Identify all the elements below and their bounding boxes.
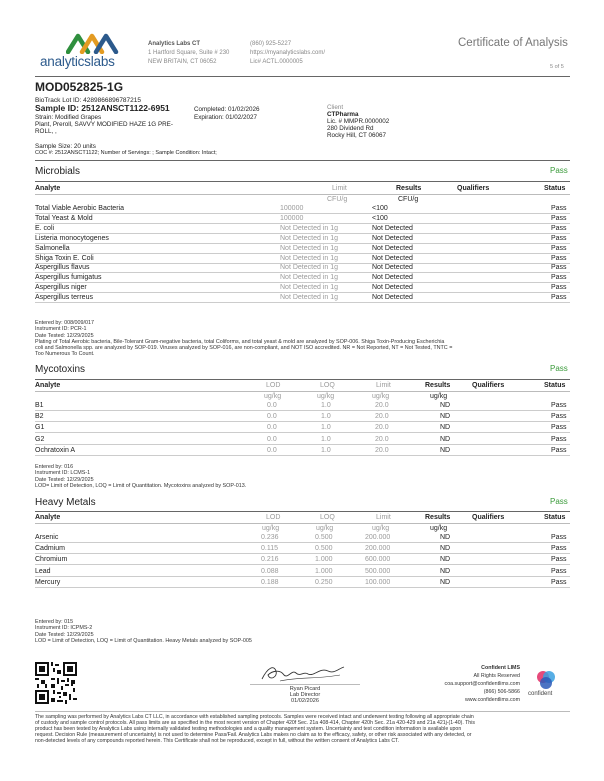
mycotoxins-header-analyte: Analyte [35,382,61,389]
metals-result-cell: ND [440,556,451,564]
expiration-date: Expiration: 01/02/2027 [194,114,258,121]
microbials-analyte-cell: E. coli [35,224,55,232]
qr-code[interactable] [35,662,77,704]
metals-status-cell: Pass [551,578,567,586]
mycotoxins-row [35,401,570,411]
microbials-analyte-cell: Aspergillus fumigatus [35,274,102,282]
metals-notes [35,619,575,644]
logo-mountain-icon [66,32,122,54]
microbials-entered-by: Entered by: 008/009/017 [35,320,95,326]
mycotoxins-header-underline [35,391,570,392]
microbials-status: Pass [550,166,568,175]
microbials-header-limit: Limit [332,185,347,192]
metals-entered-by: Entered by: 015 [35,619,74,625]
sample-name: MOD052825-1G [35,80,124,94]
mycotoxins-status-cell: Pass [551,413,567,421]
metals-header-status: Status [544,514,566,521]
mycotoxins-status-cell: Pass [551,435,567,443]
completed-date: Completed: 01/02/2026 [194,106,260,113]
metals-title: Heavy Metals [35,497,96,508]
mycotoxins-method: LOD= Limit of Detection, LOQ = Limit of Quantitation. Mycotoxins analyzed by SOP-013. [35,482,247,489]
mycotoxins-result-cell: ND [440,435,451,443]
microbials-row [35,263,570,273]
metals-analyte-cell: Arsenic [35,534,59,541]
microbials-analyte-cell: Aspergillus niger [35,284,87,292]
microbials-result-cell: Not Detected [372,224,413,232]
metals-limit-cell: 100.000 [365,578,391,586]
product-line-2: ROLL, , [35,128,57,135]
metals-lod-cell: 0.088 [261,567,279,575]
metals-analyte-cell: Lead [35,567,51,575]
mycotoxins-limit-cell: 20.0 [375,446,389,454]
signer-name: Ryan Picard [289,686,321,692]
sample-id: Sample ID: 2512ANSCT1122-6951 [35,103,170,113]
microbials-analyte-cell: Aspergillus terreus [35,294,93,302]
disclaimer [35,714,575,744]
microbials-unit-results: CFU/g [398,196,419,203]
microbials-row [35,244,570,254]
metals-unit-lod: ug/kg [262,525,280,532]
metals-status-cell: Pass [551,534,567,541]
microbials-status-cell: Pass [551,264,567,272]
microbials-analyte-cell: Total Yeast & Mold [35,214,93,222]
microbials-limit-cell: Not Detected in 1g [280,234,338,242]
confident-logo [528,670,564,700]
microbials-analyte-cell: Aspergillus flavus [35,264,90,272]
microbials-limit-cell: Not Detected in 1g [280,264,338,272]
mycotoxins-result-cell: ND [440,424,451,432]
microbials-status-cell: Pass [551,234,567,242]
metals-result-cell: ND [440,567,451,575]
mycotoxins-status-cell: Pass [551,424,567,432]
sample-divider [35,160,570,161]
mycotoxins-result-cell: ND [440,446,451,454]
mycotoxins-unit-lod: ug/kg [264,393,282,400]
metals-loq-cell: 0.250 [315,578,333,586]
mycotoxins-loq-cell: 1.0 [321,413,331,421]
metals-row [35,567,570,577]
microbials-result-cell: <100 [372,205,388,212]
microbials-method-line-3: Too Numerous To Count. [35,351,95,358]
metals-lod-cell: 0.188 [261,578,279,586]
microbials-analyte-cell: Total Viable Aerobic Bacteria [35,205,124,212]
mycotoxins-header-rule [35,379,570,380]
disclaimer-line-4: request. Decision Rule (measurement of uncertainty) is not used to determine Pass/Fail. Analytics Labs makes no claim as to the efficacy, safety, or other risk associated with any detected, or [35,732,472,738]
metals-header-rule [35,511,570,512]
microbials-result-cell: Not Detected [372,234,413,242]
coc-info: COC #: 2512ANSCT1122; Number of Servings: ; Sample Condition: Intact; [35,150,217,156]
microbials-status-cell: Pass [551,214,567,222]
metals-row [35,544,570,554]
metals-unit-limit: ug/kg [372,525,390,532]
microbials-status-cell: Pass [551,244,567,252]
microbials-result-cell: Not Detected [372,244,413,252]
client-block [327,104,389,139]
mycotoxins-row [35,423,570,433]
microbials-instrument: Instrument ID: PCR-1 [35,326,87,333]
disclaimer-line-2: of custody and sample control protocols. All pass limits are as specified in the most recent version of Chapter 420f Sec. 21a 408-414, Chapter 420h Sec. 21a 420-429 and 21a 421j-(1-40). This [35,720,475,726]
metals-status-cell: Pass [551,567,567,575]
microbials-method-line-1: Plating of Total Aerobic bacteria, Bile-Tolerant Gram-negative bacteria, total Coliforms, and total yeast & mold are analyzed by SOP-006. Shiga Toxin-Producing Escherichia [35,338,445,345]
metals-result-cell: ND [440,534,451,541]
microbials-row [35,283,570,293]
microbials-status-cell: Pass [551,274,567,282]
microbials-limit-cell: Not Detected in 1g [280,244,338,252]
header-divider [35,76,570,77]
microbials-status-cell: Pass [551,294,567,302]
microbials-result-cell: Not Detected [372,294,413,302]
signature-line [250,684,360,685]
microbials-title: Microbials [35,166,81,177]
confident-website[interactable]: www.confidentlims.com [464,697,520,703]
metals-instrument: Instrument ID: ICPMS-2 [35,625,93,632]
mycotoxins-status-cell: Pass [551,402,567,409]
signer-title: Lab Director [289,692,321,698]
metals-result-cell: ND [440,578,451,586]
microbials-header-analyte: Analyte [35,185,61,192]
mycotoxins-limit-cell: 20.0 [375,402,389,409]
client-label: Client [327,104,344,111]
lab-license: Lic# ACTL.0000005 [250,59,303,65]
confident-info [432,664,520,704]
mycotoxins-header-status: Status [544,382,566,389]
mycotoxins-lod-cell: 0.0 [267,402,277,409]
metals-analyte-cell: Mercury [35,578,61,586]
mycotoxins-unit-limit: ug/kg [372,393,390,400]
confident-logo-text: confident [528,691,553,697]
signature-image [258,661,348,685]
microbials-analyte-cell: Shiga Toxin E. Coli [35,254,94,262]
mycotoxins-limit-cell: 20.0 [375,424,389,432]
microbials-method-line-2: coli and Salmonella spp. are analyzed by SOP-019. Viruses analyzed by SOP-016, are non-compliant, and NOT ISO accredited. NR = Not Reported, NT = Not Tested, TNTC = [35,345,453,352]
metals-header-results: Results [425,514,451,521]
lab-contact [250,40,325,67]
mycotoxins-header-loq: LOQ [320,382,335,389]
confident-logo-icon [536,670,556,690]
microbials-analyte-cell: Salmonella [35,244,70,252]
metals-limit-cell: 200.000 [365,534,391,541]
microbials-header-underline [35,194,570,195]
metals-header-qualifiers: Qualifiers [472,514,505,521]
mycotoxins-unit-results: ug/kg [430,393,448,400]
client-address-2: Rocky Hill, CT 06067 [327,132,387,139]
mycotoxins-analyte-cell: G1 [35,424,45,432]
client-name: CTPharma [327,111,359,118]
microbials-result-cell: Not Detected [372,264,413,272]
client-address-1: 280 Dividend Rd [327,125,374,132]
metals-header-underline [35,523,570,524]
mycotoxins-limit-cell: 20.0 [375,435,389,443]
confident-phone: (866) 506-5866 [483,689,520,695]
logo-text: analyticslabs [40,54,115,69]
microbials-status-cell: Pass [551,224,567,232]
signature-date: 01/02/2026 [291,698,319,704]
metals-row [35,555,570,565]
signature [258,661,348,685]
microbials-unit-limit: CFU/g [327,196,348,203]
mycotoxins-header-limit: Limit [376,382,391,389]
mycotoxins-entered-by: Entered by: 016 [35,464,74,470]
confident-rights: All Rights Reserved [473,673,520,679]
microbials-limit-cell: Not Detected in 1g [280,284,338,292]
microbials-row [35,273,570,283]
product-line-1: Plant, Preroll, SAVVY MODIFIED HAZE 1G PRE- [35,121,173,128]
mycotoxins-loq-cell: 1.0 [321,424,331,432]
metals-result-cell: ND [440,545,451,553]
metals-loq-cell: 1.000 [315,567,333,575]
microbials-header-results: Results [396,185,422,192]
metals-header-loq: LOQ [320,514,335,521]
microbials-limit-cell: Not Detected in 1g [280,294,338,302]
metals-limit-cell: 500.000 [365,567,391,575]
microbials-limit-cell: Not Detected in 1g [280,274,338,282]
metals-unit-loq: ug/kg [316,525,334,532]
client-license: Lic. # MMPR.0000002 [327,118,390,125]
mycotoxins-limit-cell: 20.0 [375,413,389,421]
mycotoxins-analyte-cell: B1 [35,402,44,409]
metals-header-limit: Limit [376,514,391,521]
metals-method: LOD = Limit of Detection, LOQ = Limit of Quantitation. Heavy Metals analyzed by SOP-005 [35,637,252,644]
mycotoxins-lod-cell: 0.0 [267,424,277,432]
disclaimer-line-5: non-detected levels of any compounds reported herein. This Certificate shall not be reproduced, except in full, without the written consent of Analytics Labs CT. [35,738,400,744]
metals-lod-cell: 0.115 [261,545,278,553]
metals-loq-cell: 0.500 [315,545,333,553]
strain: Strain: Modified Grapes [35,114,102,121]
mycotoxins-row [35,446,570,456]
disclaimer-line-3: product has been tested by Analytics Labs using internally validated testing methodologies and a quality management system. Uncertainty and test condition information is available upon [35,726,462,732]
microbials-status-cell: Pass [551,284,567,292]
metals-lod-cell: 0.216 [261,556,279,564]
microbials-result-cell: Not Detected [372,254,413,262]
metals-analyte-cell: Cadmium [35,545,65,553]
mycotoxins-unit-loq: ug/kg [317,393,335,400]
mycotoxins-notes [35,464,575,489]
lab-info [148,40,229,67]
metals-limit-cell: 200.000 [365,545,391,553]
microbials-result-cell: Not Detected [372,274,413,282]
microbials-row [35,214,570,224]
microbials-result-cell: <100 [372,214,388,222]
mycotoxins-lod-cell: 0.0 [267,435,277,443]
mycotoxins-analyte-cell: B2 [35,413,44,421]
lab-url[interactable]: https://myanalyticslabs.com/ [250,50,326,56]
microbials-status-cell: Pass [551,254,567,262]
microbials-row [35,234,570,244]
metals-status: Pass [550,497,568,506]
microbials-analyte-cell: Listeria monocytogenes [35,234,109,242]
mycotoxins-status-cell: Pass [551,446,567,454]
mycotoxins-header-qualifiers: Qualifiers [472,382,505,389]
microbials-header-rule [35,181,570,182]
microbials-status-cell: Pass [551,205,567,212]
metals-lod-cell: 0.236 [261,534,279,541]
sample-size: Sample Size: 20 units [35,143,96,150]
logo [40,32,140,76]
metals-row [35,578,570,588]
qr-code-icon [35,662,77,704]
microbials-limit-cell: Not Detected in 1g [280,224,338,232]
microbials-limit-cell: 100000 [280,214,304,222]
metals-date-tested: Date Tested: 12/29/2025 [35,631,94,638]
mycotoxins-header-results: Results [425,382,451,389]
microbials-row [35,254,570,264]
mycotoxins-result-cell: ND [440,402,451,409]
mycotoxins-analyte-cell: G2 [35,435,45,443]
metals-unit-results: ug/kg [430,525,448,532]
mycotoxins-loq-cell: 1.0 [321,435,331,443]
metals-status-cell: Pass [551,545,567,553]
metals-header-analyte: Analyte [35,514,61,521]
lab-name: Analytics Labs CT [148,41,201,47]
page-number: 5 of 5 [550,64,564,70]
lab-address-1: 1 Hartford Square, Suite # 230 [148,50,230,56]
mycotoxins-loq-cell: 1.0 [321,446,331,454]
microbials-row [35,293,570,303]
metals-limit-cell: 600.000 [365,556,391,564]
microbials-row [35,224,570,234]
mycotoxins-date-tested: Date Tested: 12/29/2025 [35,476,94,483]
mycotoxins-loq-cell: 1.0 [321,402,331,409]
lab-phone: (860) 925-5227 [250,41,292,47]
mycotoxins-analyte-cell: Ochratoxin A [35,446,76,454]
mycotoxins-lod-cell: 0.0 [267,446,277,454]
mycotoxins-title: Mycotoxins [35,364,86,375]
metals-status-cell: Pass [551,556,567,564]
mycotoxins-instrument: Instrument ID: LCMS-1 [35,470,91,477]
microbials-date-tested: Date Tested: 12/29/2025 [35,332,94,339]
document-title: Certificate of Analysis [458,37,568,49]
biotrack-id: BioTrack Lot ID: 4289866896787215 [35,97,142,104]
metals-row [35,533,570,543]
metals-loq-cell: 0.500 [315,534,333,541]
microbials-limit-cell: Not Detected in 1g [280,254,338,262]
microbials-row [35,204,570,214]
signature-block [250,686,360,704]
metals-loq-cell: 1.000 [315,556,333,564]
microbials-limit-cell: 100000 [280,205,304,212]
microbials-header-status: Status [544,185,566,192]
microbials-result-cell: Not Detected [372,284,413,292]
mycotoxins-lod-cell: 0.0 [267,413,277,421]
disclaimer-line-1: The sampling was performed by Analytics Labs CT LLC, in accordance with established sampling protocols. Samples were received intact and underwent testing following all appropriate chain [35,714,474,720]
confident-name: Confident LIMS [481,665,520,671]
mycotoxins-status: Pass [550,364,568,373]
metals-header-lod: LOD [266,514,281,521]
microbials-header-qualifiers: Qualifiers [457,185,490,192]
confident-email[interactable]: coa.support@confidentlims.com [444,681,520,687]
mycotoxins-row [35,435,570,445]
metals-analyte-cell: Chromium [35,556,68,564]
mycotoxins-result-cell: ND [440,413,451,421]
footer-divider [35,711,570,712]
mycotoxins-row [35,412,570,422]
microbials-notes [35,320,575,358]
mycotoxins-header-lod: LOD [266,382,281,389]
lab-address-2: NEW BRITAIN, CT 06052 [148,59,217,65]
